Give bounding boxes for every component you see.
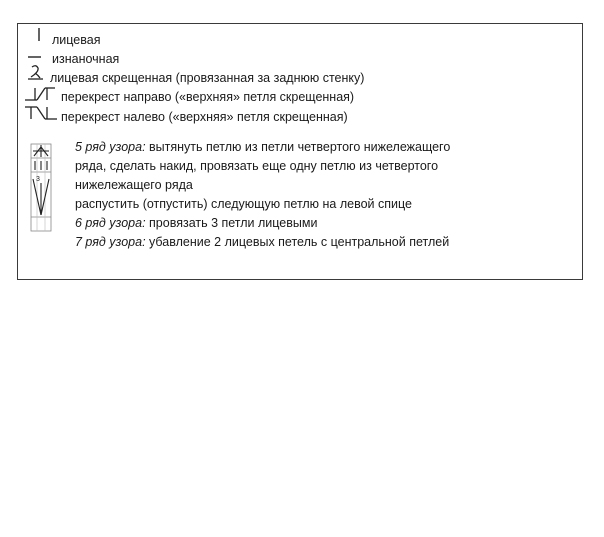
legend-purl-label: изнаночная — [52, 52, 120, 66]
row7-line: 7 ряд узора: убавление 2 лицевых петель с центральной петлей — [75, 235, 450, 249]
legend-cross-left-label: перекрест налево («верхняя» петля скрещенная) — [61, 110, 348, 124]
purl-stitch-icon — [27, 52, 43, 62]
row5-line4: распустить (отпустить) следующую петлю на левой спице — [75, 197, 412, 211]
row5-label: 5 ряд узора: — [75, 140, 146, 154]
row7-label: 7 ряд узора: — [75, 235, 146, 249]
row6-label: 6 ряд узора: — [75, 216, 146, 230]
chart-number-label: 3 — [36, 176, 40, 183]
legend-knit-label: лицевая — [52, 33, 101, 47]
legend-cross-right-label: перекрест направо («верхняя» петля скрещенная) — [61, 90, 355, 104]
row5-line2: ряда, сделать накид, провязать еще одну петлю из четвертого — [75, 159, 439, 173]
legend-twisted-label: лицевая скрещенная (провязанная за заднюю стенку) — [50, 71, 365, 85]
pattern-chart-icon — [30, 143, 52, 233]
cross-left-icon — [23, 104, 59, 122]
row5-line3: нижележащего ряда — [75, 178, 193, 192]
cross-right-icon — [23, 85, 57, 103]
knit-stitch-icon — [33, 27, 45, 43]
twisted-knit-icon — [26, 65, 46, 81]
row6-line: 6 ряд узора: провязать 3 петли лицевыми — [75, 216, 318, 230]
row5-line1: 5 ряд узора: вытянуть петлю из петли четвертого нижележащего — [75, 140, 451, 154]
